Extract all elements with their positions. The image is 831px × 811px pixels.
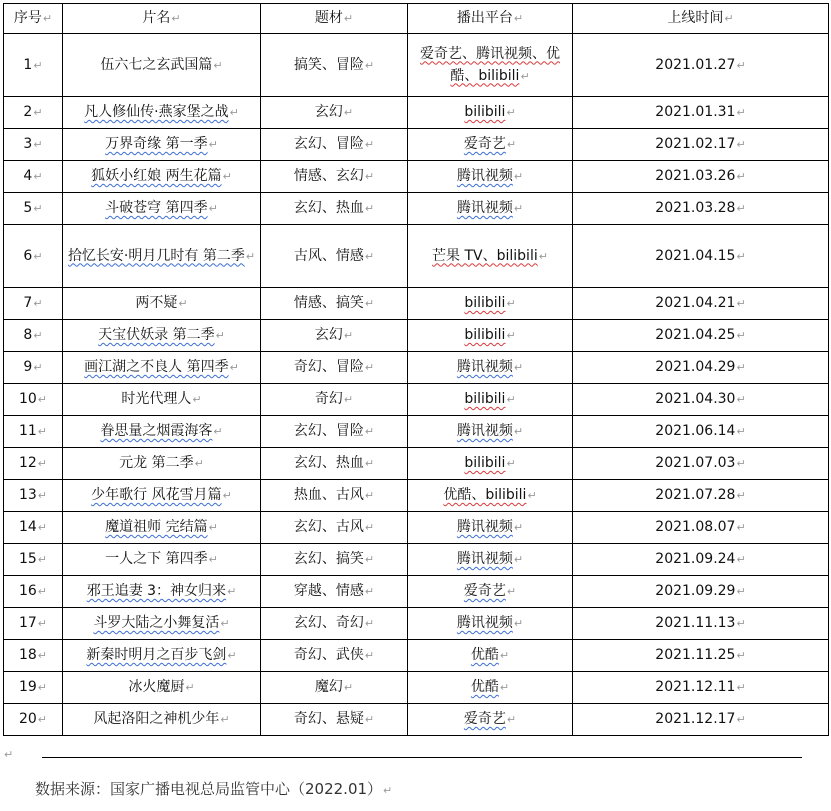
cell-genre: 玄幻、古风↵ (261, 512, 408, 544)
paragraph-mark: ↵ (4, 748, 14, 761)
cell-index: 18↵ (4, 640, 63, 672)
cell-release-date: 2021.09.24↵ (573, 544, 829, 576)
cell-title: 魔道祖师 完结篇↵ (63, 512, 261, 544)
cell-platform: bilibili↵ (408, 320, 573, 352)
cell-release-date: 2021.12.11↵ (573, 672, 829, 704)
cell-genre: 玄幻↵ (261, 320, 408, 352)
cell-platform: 腾讯视频↵ (408, 161, 573, 193)
table-row (4, 288, 829, 320)
header-title: 片名↵ (63, 4, 261, 34)
table-row (4, 544, 829, 576)
header-index: 序号↵ (4, 4, 63, 34)
cell-genre: 奇幻、武侠↵ (261, 640, 408, 672)
cell-index: 20↵ (4, 704, 63, 736)
table-row (4, 193, 829, 225)
cell-platform: 腾讯视频↵ (408, 544, 573, 576)
cell-title: 伍六七之玄武国篇↵ (63, 34, 261, 97)
cell-genre: 魔幻↵ (261, 672, 408, 704)
cell-platform: 爱奇艺、腾讯视频、优酷、bilibili↵ (408, 34, 573, 97)
cell-genre: 穿越、情感↵ (261, 576, 408, 608)
cell-release-date: 2021.02.17↵ (573, 129, 829, 161)
cell-release-date: 2021.04.29↵ (573, 352, 829, 384)
cell-release-date: 2021.11.25↵ (573, 640, 829, 672)
cell-platform: bilibili↵ (408, 448, 573, 480)
cell-platform: 腾讯视频↵ (408, 352, 573, 384)
cell-platform: 腾讯视频↵ (408, 193, 573, 225)
cell-genre: 玄幻↵ (261, 97, 408, 129)
cell-release-date: 2021.08.07↵ (573, 512, 829, 544)
cell-title: 风起洛阳之神机少年↵ (63, 704, 261, 736)
table-row (4, 384, 829, 416)
cell-genre: 搞笑、冒险↵ (261, 34, 408, 97)
cell-genre: 情感、搞笑↵ (261, 288, 408, 320)
cell-title: 一人之下 第四季↵ (63, 544, 261, 576)
cell-genre: 奇幻、悬疑↵ (261, 704, 408, 736)
cell-index: 2↵ (4, 97, 63, 129)
cell-platform: 腾讯视频↵ (408, 416, 573, 448)
cell-title: 两不疑↵ (63, 288, 261, 320)
cell-platform: 芒果 TV、bilibili↵ (408, 225, 573, 288)
cell-platform: bilibili↵ (408, 384, 573, 416)
cell-genre: 情感、玄幻↵ (261, 161, 408, 193)
cell-index: 11↵ (4, 416, 63, 448)
cell-title: 狐妖小红娘 两生花篇↵ (63, 161, 261, 193)
cell-release-date: 2021.01.27↵ (573, 34, 829, 97)
cell-release-date: 2021.04.30↵ (573, 384, 829, 416)
cell-genre: 奇幻、冒险↵ (261, 352, 408, 384)
cell-index: 19↵ (4, 672, 63, 704)
anime-release-table (3, 3, 829, 736)
cell-platform: bilibili↵ (408, 97, 573, 129)
cell-genre: 玄幻、冒险↵ (261, 416, 408, 448)
cell-index: 7↵ (4, 288, 63, 320)
table-row (4, 672, 829, 704)
table-row (4, 512, 829, 544)
cell-title: 万界奇缘 第一季↵ (63, 129, 261, 161)
table-row (4, 320, 829, 352)
cell-genre: 玄幻、热血↵ (261, 193, 408, 225)
cell-index: 17↵ (4, 608, 63, 640)
table-row (4, 97, 829, 129)
cell-title: 天宝伏妖录 第二季↵ (63, 320, 261, 352)
cell-release-date: 2021.07.28↵ (573, 480, 829, 512)
table-row (4, 640, 829, 672)
cell-title: 眷思量之烟霞海客↵ (63, 416, 261, 448)
table-row (4, 480, 829, 512)
cell-title: 拾忆长安·明月几时有 第二季↵ (63, 225, 261, 288)
cell-title: 时光代理人↵ (63, 384, 261, 416)
table-row (4, 225, 829, 288)
cell-index: 8↵ (4, 320, 63, 352)
header-release-date: 上线时间↵ (573, 4, 829, 34)
header-platform: 播出平台↵ (408, 4, 573, 34)
cell-genre: 玄幻、搞笑↵ (261, 544, 408, 576)
cell-release-date: 2021.07.03↵ (573, 448, 829, 480)
footnote-separator (42, 757, 802, 758)
cell-index: 3↵ (4, 129, 63, 161)
cell-release-date: 2021.04.15↵ (573, 225, 829, 288)
cell-release-date: 2021.03.28↵ (573, 193, 829, 225)
cell-release-date: 2021.12.17↵ (573, 704, 829, 736)
cell-index: 10↵ (4, 384, 63, 416)
cell-index: 16↵ (4, 576, 63, 608)
cell-title: 斗破苍穹 第四季↵ (63, 193, 261, 225)
cell-platform: 爱奇艺↵ (408, 129, 573, 161)
cell-genre: 奇幻↵ (261, 384, 408, 416)
table-row (4, 161, 829, 193)
header-genre: 题材↵ (261, 4, 408, 34)
cell-index: 6↵ (4, 225, 63, 288)
cell-title: 元龙 第二季↵ (63, 448, 261, 480)
cell-platform: bilibili↵ (408, 288, 573, 320)
cell-title: 邪王追妻 3：神女归来↵ (63, 576, 261, 608)
cell-platform: 腾讯视频↵ (408, 608, 573, 640)
table-row (4, 576, 829, 608)
cell-index: 12↵ (4, 448, 63, 480)
cell-title: 新秦时明月之百步飞剑↵ (63, 640, 261, 672)
cell-title: 画江湖之不良人 第四季↵ (63, 352, 261, 384)
cell-genre: 玄幻、热血↵ (261, 448, 408, 480)
cell-release-date: 2021.04.25↵ (573, 320, 829, 352)
table-row (4, 352, 829, 384)
cell-platform: 爱奇艺↵ (408, 576, 573, 608)
cell-platform: 腾讯视频↵ (408, 512, 573, 544)
data-source-note: 数据来源：国家广播电视总局监管中心（2022.01）↵ (35, 780, 393, 798)
cell-platform: 优酷、bilibili↵ (408, 480, 573, 512)
cell-index: 4↵ (4, 161, 63, 193)
cell-release-date: 2021.01.31↵ (573, 97, 829, 129)
table-header-row (4, 4, 829, 34)
cell-title: 斗罗大陆之小舞复活↵ (63, 608, 261, 640)
cell-index: 9↵ (4, 352, 63, 384)
cell-index: 13↵ (4, 480, 63, 512)
cell-release-date: 2021.03.26↵ (573, 161, 829, 193)
cell-title: 凡人修仙传·燕家堡之战↵ (63, 97, 261, 129)
cell-genre: 玄幻、冒险↵ (261, 129, 408, 161)
cell-platform: 优酷↵ (408, 672, 573, 704)
cell-index: 5↵ (4, 193, 63, 225)
cell-genre: 热血、古风↵ (261, 480, 408, 512)
cell-title: 冰火魔厨↵ (63, 672, 261, 704)
table-row (4, 129, 829, 161)
cell-genre: 古风、情感↵ (261, 225, 408, 288)
cell-index: 14↵ (4, 512, 63, 544)
cell-index: 15↵ (4, 544, 63, 576)
cell-index: 1↵ (4, 34, 63, 97)
table-row (4, 448, 829, 480)
table-row (4, 34, 829, 97)
cell-title: 少年歌行 风花雪月篇↵ (63, 480, 261, 512)
cell-release-date: 2021.06.14↵ (573, 416, 829, 448)
cell-release-date: 2021.04.21↵ (573, 288, 829, 320)
table-row (4, 608, 829, 640)
cell-platform: 优酷↵ (408, 640, 573, 672)
table-row (4, 416, 829, 448)
table-row (4, 704, 829, 736)
cell-platform: 爱奇艺↵ (408, 704, 573, 736)
cell-genre: 玄幻、奇幻↵ (261, 608, 408, 640)
cell-release-date: 2021.09.29↵ (573, 576, 829, 608)
cell-release-date: 2021.11.13↵ (573, 608, 829, 640)
